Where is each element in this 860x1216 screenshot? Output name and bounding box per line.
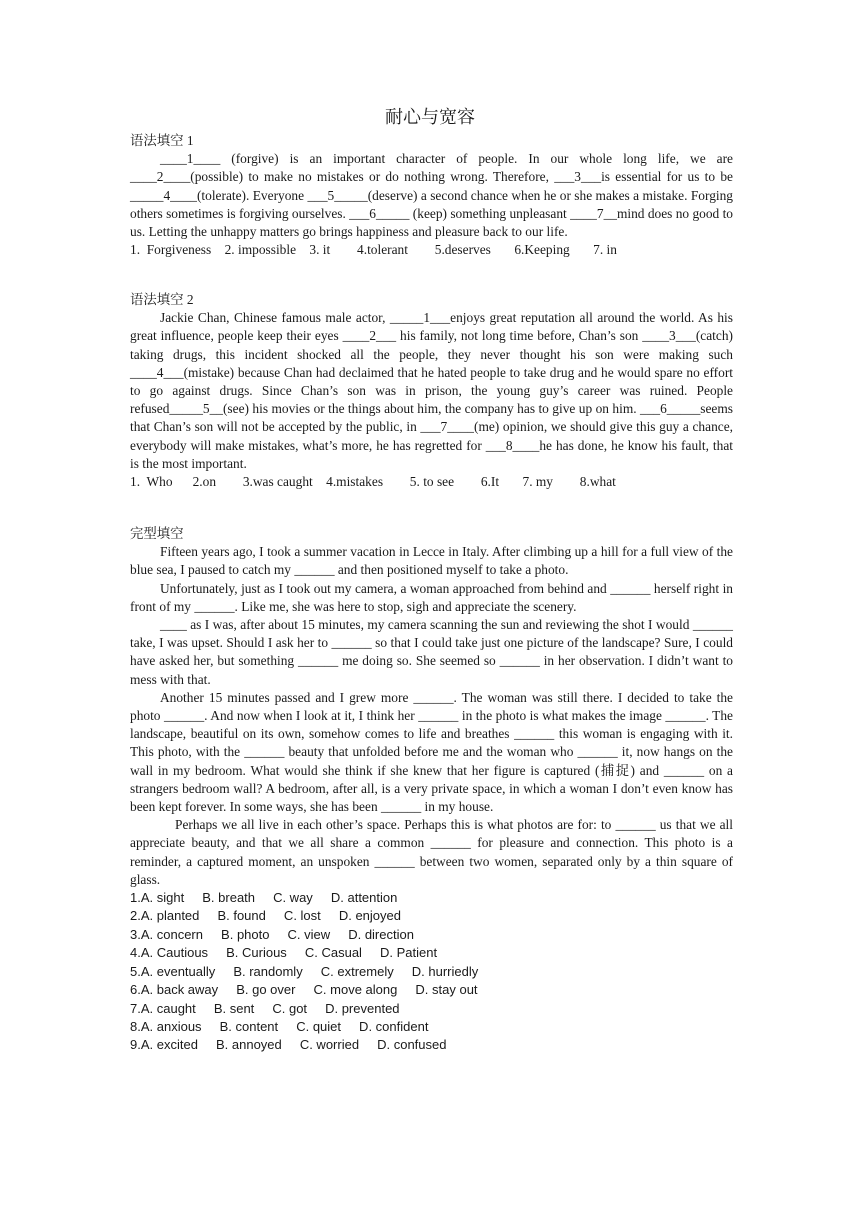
option-row: 1.A. sight B. breath C. way D. attention — [130, 890, 398, 906]
answer-key: 1. Who 2.on 3.was caught 4.mistakes 5. to see 6.It 7. my 8.what — [130, 474, 616, 490]
section-grammar-fill-2 — [130, 291, 733, 491]
option-row: 9.A. excited B. annoyed C. worried D. confused — [130, 1037, 447, 1053]
section-cloze — [130, 525, 733, 1055]
options-list — [130, 889, 733, 1055]
answer-key: 1. Forgiveness 2. impossible 3. it 4.tolerant 5.deserves 6.Keeping 7. in — [130, 242, 617, 258]
option-row: 5.A. eventually B. randomly C. extremely D. hurriedly — [130, 963, 479, 979]
cloze-paragraph-3: ____ as I was, after about 15 minutes, my camera scanning the sun and reviewing the shot I would ______ take, I was upset. Should I ask her to ______ so that I could take just one picture of the landscape? Sure, I could have asked her, but something ______ me doing so. She seemed so ______ in her observation. I didn’t want to mess with that. — [130, 617, 733, 687]
option-row: 2.A. planted B. found C. lost D. enjoyed — [130, 908, 401, 924]
section-grammar-fill-1 — [130, 132, 733, 259]
option-row: 7.A. caught B. sent C. got D. prevented — [130, 1000, 400, 1016]
page-title: 耐心与宽容 — [385, 107, 475, 127]
passage-text: ____1____ (forgive) is an important character of people. In our whole long life, we are ____2____(possible) to make no mistakes or do nothing wrong. Therefore, ___3___is essential for us to be _____4____(tolerate). Everyone ___5_____(deserve) a second chance when he or she makes a mistake. Forging others sometimes is forgiving ourselves. ___6_____ (keep) something unpleasant ____7__mind does no good to us. Letting the unhappy matters go brings happiness and pleasure back to our life. — [130, 151, 734, 240]
section-heading: 语法填空 1 — [130, 133, 194, 148]
section-heading: 语法填空 2 — [130, 292, 194, 307]
section-heading: 完型填空 — [130, 526, 184, 541]
cloze-paragraph-1: Fifteen years ago, I took a summer vacation in Lecce in Italy. After climbing up a hill for a full view of the blue sea, I paused to catch my ______ and then positioned myself to take a photo. — [130, 544, 733, 578]
cloze-paragraph-5: Perhaps we all live in each other’s space. Perhaps this is what photos are for: to ______ us that we all appreciate beauty, and that we all share a common ______ for pleasure and connection. This photo is a reminder, a captured moment, an unspoken ______ between two women, separated only by a thin square of glass. — [130, 817, 733, 887]
cloze-paragraph-2: Unfortunately, just as I took out my camera, a woman approached from behind and ______ herself right in front of my ______. Like me, she was here to stop, sigh and appreciate the scenery. — [130, 580, 733, 614]
option-row: 8.A. anxious B. content C. quiet D. confident — [130, 1018, 429, 1034]
passage-text: Jackie Chan, Chinese famous male actor, _____1___enjoys great reputation all around the world. As his great influence, people keep their eyes ____2___ his family, not long time before, Chan’s son ____3___(catch) taking drugs, this incident shocked all the people, they never thought his son were making such ____4___(mistake) because Chan had declaimed that he hated people to take drug and he would spare no effort to go against drugs. Since Chan’s son was in prison, the young guy’s career was ruined. People refused_____5__(see) his movies or the things about him, the company has to give up on him. ___6_____seems that Chan’s son will not be accepted by the public, in ___7____(me) opinion, we should give this guy a chance, everybody will make mistakes, what’s more, he has regretted for ___8____he has done, he know his fault, that is the most important. — [130, 310, 733, 471]
option-row: 3.A. concern B. photo C. view D. direction — [130, 926, 414, 942]
option-row: 6.A. back away B. go over C. move along D. stay out — [130, 982, 478, 998]
cloze-paragraph-4: Another 15 minutes passed and I grew more ______. The woman was still there. I decided to take the photo ______. And now when I look at it, I think her ______ in the photo is what makes the image ______. The landscape, beautiful on its own, somehow comes to life and breathes ______ this woman is engaging with it. This photo, with the ______ beauty that unfolded before me and the woman who ______ it, now hangs on the wall in my bedroom. What would she think if she knew that her figure is captured (捕捉) and ______ on a strangers bedroom wall? A bedroom, after all, is a very private space, in which a woman I don’t even know has been kept forever. In some ways, she has been ______ in my house. — [130, 689, 733, 815]
option-row: 4.A. Cautious B. Curious C. Casual D. Patient — [130, 945, 438, 961]
